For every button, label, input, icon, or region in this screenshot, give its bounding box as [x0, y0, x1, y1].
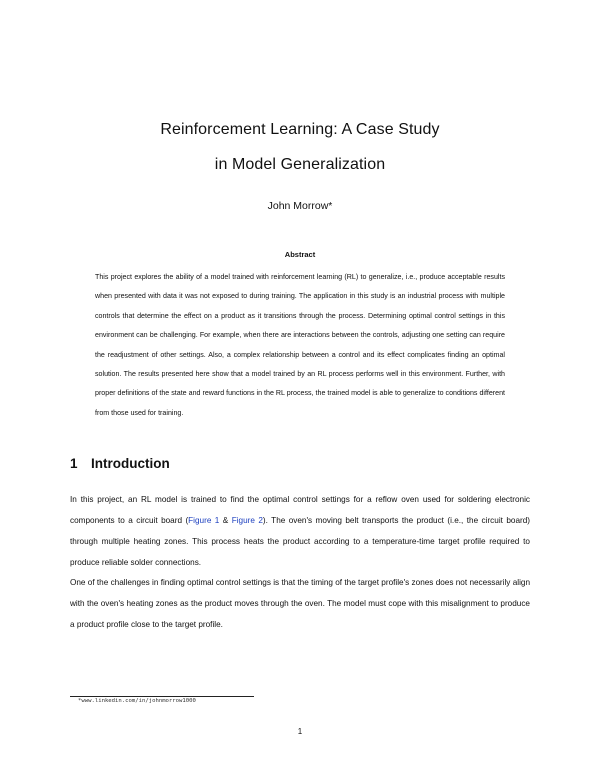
- paragraph-text-end: ). The oven's moving belt transports the product (i.e., the circuit board) through multiple heating zones. This process heats the product according to a temperature-time target profile required to produce reliable solder connections.: [70, 516, 531, 567]
- abstract-text: This project explores the ability of a model trained with reinforcement learning (RL) to generalize, i.e., produce acceptable results when presented with data it was not exposed to during training. The application in this study is an industrial process with multiple controls that determine the effect on a product as it transitions through the process. Determining optimal control settings in this environment can be challenging. For example, when there are interactions between the controls, adjusting one setting can require the readjustment of other settings. Also, a complex relationship between a control and its effect complicates finding an optimal solution. The results presented here show that a model trained by an RL process performs well in this environment. Further, with proper definitions of the state and reward functions in the RL process, the trained model is able to generalize to conditions different from those used for training.: [95, 273, 505, 417]
- footnote-rule: [70, 696, 254, 697]
- footnote-link[interactable]: *www.linkedin.com/in/johnmorrow1000: [78, 698, 196, 704]
- author-name: John Morrow*: [267, 200, 333, 212]
- paper-title-line-2: in Model Generalization: [214, 156, 386, 173]
- paper-title-line-1: Reinforcement Learning: A Case Study: [160, 121, 440, 138]
- intro-paragraph-2: One of the challenges in finding optimal control settings is that the timing of the target profile's zones does not necessarily align with the oven's heating zones as the product moves through the oven. The model must cope with this misalignment to produce a product profile close to the target profile.: [70, 578, 530, 629]
- intro-paragraph-1: [70, 489, 530, 573]
- page-number: 1: [297, 727, 303, 736]
- section-number: 1: [70, 456, 78, 471]
- paragraph-text-start: In this project, an RL model is trained to find the optimal control settings for a reflow oven used for soldering electronic components to a circuit board (: [70, 495, 530, 525]
- figure-1-link[interactable]: Figure 1: [188, 516, 220, 525]
- section-title: Introduction: [91, 456, 170, 471]
- section-heading: [70, 456, 170, 471]
- figure-2-link[interactable]: Figure 2: [231, 516, 263, 525]
- abstract-heading: Abstract: [284, 250, 316, 259]
- ampersand-text: &: [219, 516, 232, 525]
